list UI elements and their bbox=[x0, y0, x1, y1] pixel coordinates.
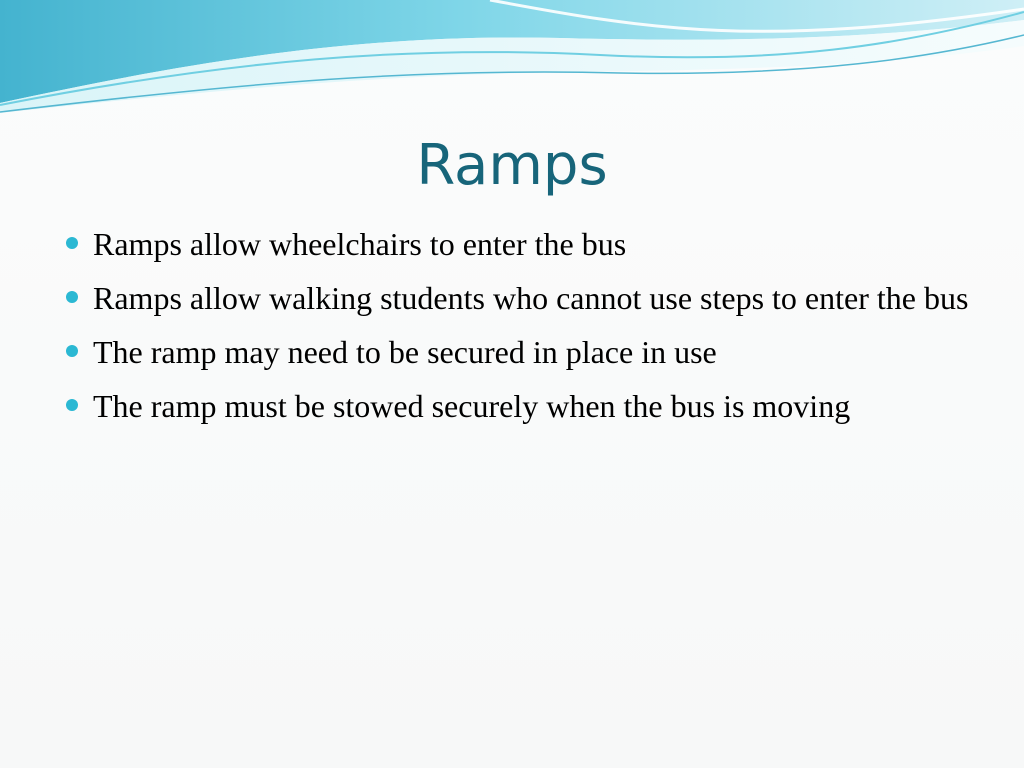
bullet-item bbox=[60, 384, 970, 428]
bullet-text: Ramps allow walking students who cannot use steps to enter the bus bbox=[93, 280, 969, 316]
bullet-dot-icon bbox=[66, 399, 78, 411]
bullet-list bbox=[60, 222, 970, 438]
bullet-item bbox=[60, 276, 970, 320]
bullet-text: The ramp may need to be secured in place in use bbox=[93, 334, 717, 370]
slide-title: Ramps bbox=[416, 133, 608, 198]
bullet-dot-icon bbox=[66, 291, 78, 303]
bullet-text: Ramps allow wheelchairs to enter the bus bbox=[93, 226, 627, 262]
bullet-text: The ramp must be stowed securely when the bus is moving bbox=[93, 388, 851, 424]
bullet-dot-icon bbox=[66, 345, 78, 357]
header-wave-decoration bbox=[0, 0, 1024, 120]
bullet-item bbox=[60, 222, 970, 266]
bullet-dot-icon bbox=[66, 237, 78, 249]
bullet-item bbox=[60, 330, 970, 374]
